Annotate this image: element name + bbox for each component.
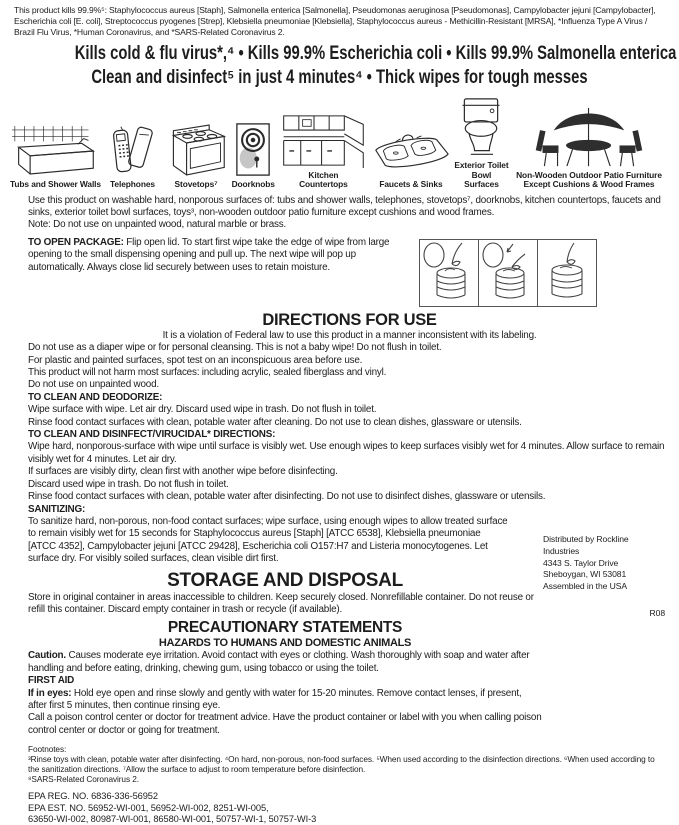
surface-label: Doorknobs: [231, 179, 275, 190]
surface-item-stovetops: [164, 124, 228, 189]
precautionary-section: [28, 619, 542, 737]
open-package-section: [28, 237, 665, 307]
patio-furniture-icon: [535, 106, 643, 168]
surface-label: Faucets & Sinks: [379, 179, 443, 190]
sanitizing-heading: SANITIZING:: [28, 503, 86, 515]
clean-disinfect-line: Rinse food contact surfaces with clean, potable water after disinfecting. Do not use to disinfect dishes, glassware or utensils.: [28, 491, 546, 503]
violation-line: It is a violation of Federal law to use this product in a manner inconsistent with its labeling.: [162, 329, 537, 341]
clean-disinfect-line: Discard used wipe in trash. Do not flush in toilet.: [28, 478, 229, 490]
surface-item-toilet: [453, 97, 509, 189]
directions-title: DIRECTIONS FOR USE: [262, 310, 437, 329]
surface-label: Non-Wooden Outdoor Patio Furniture Except Cushions & Wood Frames: [516, 169, 662, 190]
package-step-1: [419, 239, 479, 307]
storage-paragraph: Store in original container in areas inaccessible to children. Keep securely closed. Nonrefillable container. Do not reuse or refill this container. Discard empty container in trash or recycle (if available).: [28, 591, 534, 615]
if-in-eyes-label: If in eyes:: [28, 687, 72, 699]
kill-claims-paragraph: This product kills 99.9%⁵: Staphylococcus aureus [Staph], Salmonella enterica [Salmonella], Pseudomonas aeruginosa [Pseudomonas], Campylobacter jejuni [Campylobacter], Escherichia coli [E. coli], Streptococcus pyogenes [Strep], Klebsiella pneumoniae [Klebsiella], Staphylococcus aureus - Methicillin-Resistant [MRSA], *Influenza Type A Virus / Brazil Flu Virus, *Human Coronavirus, and *SARS-Related Coronavirus 2.: [14, 5, 656, 37]
clean-deodorize-line: Wipe surface with wipe. Let air dry. Discard used wipe in trash. Do not flush in toilet.: [28, 404, 377, 416]
package-step-2: [478, 239, 538, 307]
directions-line: Do not use on unpainted wood.: [28, 379, 159, 391]
headline-line-1: Kills cold & flu virus*,⁴ • Kills 99.9% Escherichia coli • Kills 99.9% Salmonella enterica: [74, 43, 677, 65]
epa-section: [28, 791, 665, 825]
epa-est-number-line-1: EPA EST. NO. 56952-WI-001, 56952-WI-002, 8251-WI-005,: [28, 802, 269, 813]
wipes-label-back: [0, 5, 679, 825]
if-in-eyes-body: Hold eye open and rinse slowly and gently with water for 15-20 minutes. Remove contact lenses, if present, after first 5 minutes, then continue rinsing eye.: [28, 687, 522, 711]
bathtub-icon: [11, 125, 99, 177]
headline: [0, 42, 679, 90]
surface-label: Kitchen Countertops: [299, 169, 348, 190]
precautionary-title: PRECAUTIONARY STATEMENTS: [167, 619, 403, 637]
clean-disinfect-line: If surfaces are visibly dirty, clean first with another wipe before disinfecting.: [28, 466, 338, 478]
footnotes-heading: Footnotes:: [28, 744, 67, 755]
kitchen-countertop-icon: [278, 113, 368, 168]
first-aid-heading: FIRST AID: [28, 675, 75, 687]
usage-paragraph: [28, 195, 665, 232]
open-package-body: Flip open lid. To start first wipe take the edge of wipe from large opening to the small dispensing opening and pull up. The next wipe will pop up automatically. Always close lid securely between uses to retain moisture.: [28, 236, 390, 273]
directions-section: [28, 311, 671, 566]
footnotes-body: ³Rinse toys with clean, potable water after disinfecting. ⁴On hard, non-porous, non-food surfaces. ⁵When used according to the disinfection directions. ⁶When used according to the sanitization directions. ⁷Allow the surface to adjust to room temperature before disinfection.: [28, 754, 655, 775]
open-package-heading: TO OPEN PACKAGE:: [28, 236, 124, 248]
distributor-line: Sheboygan, WI 53081: [543, 569, 627, 580]
toilet-icon: [455, 97, 507, 158]
headline-line-2: Clean and disinfect⁵ in just 4 minutes⁴ • Thick wipes for tough messes: [91, 67, 588, 89]
distributor-line: Distributed by Rockline Industries: [543, 534, 629, 556]
if-in-eyes-paragraph: [28, 688, 542, 713]
distributor-line: 4343 S. Taylor Drive: [543, 557, 619, 568]
surface-icons-row: [10, 97, 665, 189]
hazards-subtitle: HAZARDS TO HUMANS AND DOMESTIC ANIMALS: [158, 637, 412, 650]
stovetop-icon: [164, 124, 228, 177]
surface-label: Tubs and Shower Walls: [10, 179, 101, 190]
epa-reg-number: EPA REG. NO. 6836-336-56952: [28, 791, 158, 802]
epa-est-number-line-2: 63650-WI-002, 80987-WI-001, 86580-WI-001, 50757-WI-1, 50757-WI-3: [28, 814, 317, 825]
clean-disinfect-line: Wipe hard, nonporous-surface with wipe until surface is visibly wet. Use enough wipes to keep surfaces visibly wet for 4 minutes. Allow surface to remain visibly wet for 4 minutes. Let air dry.: [28, 441, 665, 465]
distributor-block: [543, 534, 665, 620]
surface-item-faucets-sinks: [372, 131, 450, 189]
directions-line: Do not use as a diaper wipe or for personal cleansing. This is not a baby wipe! Do not flush in toilet.: [28, 342, 442, 354]
surface-item-patio-furniture: [513, 106, 665, 190]
directions-line: For plastic and painted surfaces, spot test on an inconspicuous area before use.: [28, 354, 363, 366]
surface-item-doorknobs: [232, 122, 275, 189]
sink-icon: [372, 131, 450, 177]
package-step-3: [537, 239, 597, 307]
storage-title: STORAGE AND DISPOSAL: [167, 569, 403, 591]
telephone-icon: [105, 125, 161, 177]
caution-body: Causes moderate eye irritation. Avoid contact with eyes or clothing. Wash thoroughly with soap and water after handling and before eating, drinking, chewing gum, using tobacco or using the toilet.: [28, 650, 530, 674]
poison-control-paragraph: Call a poison control center or doctor for treatment advice. Have the product container or label with you when calling poison control center or doctor or going for treatment.: [28, 712, 542, 736]
usage-text: Use this product on washable hard, nonporous surfaces of: tubs and shower walls, telephones, stovetops⁷, doorknobs, kitchen countertops, faucets and sinks, exterior toilet bowl surfaces, toys³, non-wooden outdoor patio furniture except cushions and wood frames.: [28, 194, 661, 219]
revision-code: R08: [649, 607, 665, 618]
open-package-illustration: [420, 239, 597, 307]
distributor-line: Assembled in the USA: [543, 581, 627, 592]
surface-label: Exterior Toilet Bowl Surfaces: [454, 160, 509, 190]
caution-paragraph: [28, 650, 542, 675]
footnotes-section: [28, 744, 665, 784]
sanitizing-paragraph: To sanitize hard, non-porous, non-food contact surfaces; wipe surface, using enough wipes to allow treated surface to remain visibly wet for 15 seconds for Staphylococcus aureus [Staph] [ATCC 6538], Klebsiella pneumoniae [ATCC 4352], Campylobacter jejuni [ATCC 29428], Escherichia coli O157:H7 and Listeria monocytogenes. Let surface dry. For visibly soiled surfaces, clean visible dirt first.: [28, 515, 508, 565]
clean-deodorize-heading: TO CLEAN AND DEODORIZE:: [28, 391, 163, 403]
surface-label: Stovetops⁷: [174, 179, 218, 190]
caution-label: Caution.: [28, 650, 66, 662]
clean-disinfect-heading: TO CLEAN AND DISINFECT/VIRUCIDAL* DIRECTIONS:: [28, 429, 276, 441]
clean-deodorize-line: Rinse food contact surfaces with clean, potable water after cleaning. Do not use to clean dishes, glassware or utensils.: [28, 416, 522, 428]
surface-item-tubs: [10, 125, 101, 189]
usage-note: Note: Do not use on unpainted wood, natural marble or brass.: [28, 219, 287, 231]
directions-line: This product will not harm most surfaces: including acrylic, sealed fiberglass and vinyl.: [28, 367, 387, 379]
footnotes-last: ⁸SARS-Related Coronavirus 2.: [28, 774, 139, 785]
doorknob-icon: [233, 122, 273, 177]
open-package-paragraph: [28, 237, 400, 307]
storage-section: [28, 570, 542, 617]
surface-label: Telephones: [110, 179, 155, 190]
surface-item-kitchen-countertops: [278, 113, 368, 190]
surface-item-telephones: [105, 125, 161, 189]
